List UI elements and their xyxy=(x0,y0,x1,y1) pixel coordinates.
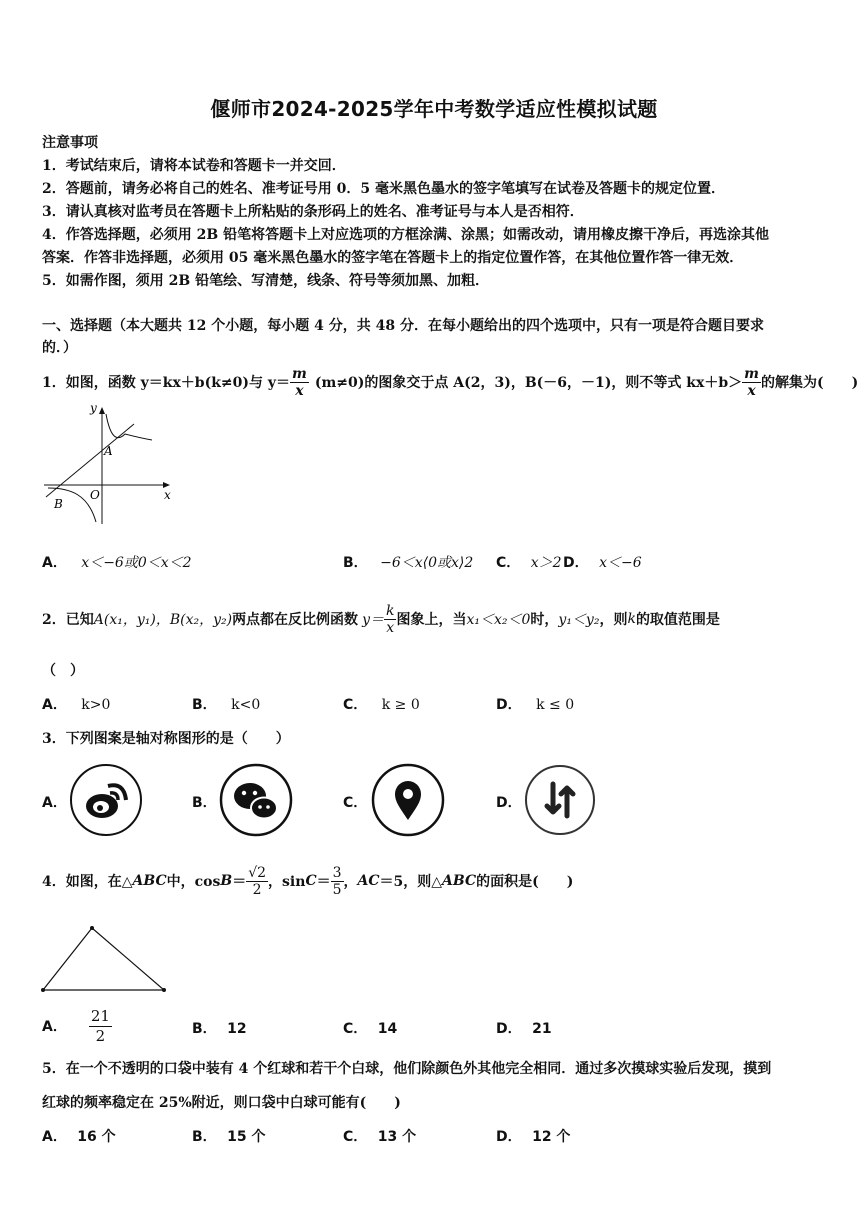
q4-angle-c: C xyxy=(305,873,317,889)
vertex-a xyxy=(90,926,94,930)
option-d-text: k ≤ 0 xyxy=(536,697,575,713)
graph-x-label: x xyxy=(164,488,171,502)
option-d-label: D． xyxy=(496,1021,522,1037)
notice-item-5: 5．如需作图，须用 2B 铅笔绘、写清楚，线条、符号等须加黑、加粗． xyxy=(42,273,490,289)
notice-item-3: 3．请认真核对监考员在答题卡上所粘贴的条形码上的姓名、准考证号与本人是否相符． xyxy=(42,204,584,220)
q4-text-2: 中，cos xyxy=(166,874,221,890)
q3-stem: 3．下列图案是轴对称图形的是（ ） xyxy=(42,731,290,747)
notice-item-1: 1．考试结束后，请将本试卷和答题卡一并交回． xyxy=(42,158,346,174)
q4-equals-2: ＝ xyxy=(316,874,331,890)
option-c-label: C． xyxy=(343,697,368,713)
q5-option-a[interactable] xyxy=(42,1126,116,1146)
q4-option-b[interactable] xyxy=(192,1018,247,1038)
notice-item-4: 4．作答选择题，必须用 2B 铅笔将答题卡上对应选项的方框涂满、涂黑；如需改动，请用橡皮擦干净后，再选涂其他 xyxy=(42,227,770,243)
section-heading-cont: 的．） xyxy=(42,340,77,356)
option-a-label: A． xyxy=(42,1019,67,1035)
q5-option-c[interactable] xyxy=(343,1126,416,1146)
q4-option-c[interactable] xyxy=(343,1018,397,1038)
q1-frac1-numerator: m xyxy=(292,365,307,382)
q2-text-1: 2．已知 xyxy=(42,612,94,628)
location-pin-icon[interactable] xyxy=(370,762,446,838)
option-a-text: x＜−6或0＜x＜2 xyxy=(81,555,192,571)
q4-option-d[interactable] xyxy=(496,1018,552,1038)
option-d-text: x＜−6 xyxy=(599,555,642,571)
option-a-label: A． xyxy=(42,697,67,713)
option-d-text: 12 个 xyxy=(532,1129,571,1145)
q3-option-c-label[interactable]: C． xyxy=(343,795,368,811)
q2-condition-1: x₁＜x₂＜0 xyxy=(466,612,531,628)
option-c-label: C． xyxy=(496,555,521,571)
q3-option-b-label[interactable]: B． xyxy=(192,795,217,811)
notice-item-4-cont: 答案．作答非选择题，必须用 05 毫米黑色墨水的签字笔在答题卡上的指定位置作答，在其他位置作答一律无效． xyxy=(42,250,744,266)
q1-fraction-1 xyxy=(290,366,309,399)
q4-text-5: ＝5，则△ xyxy=(379,874,443,890)
option-d-label: D． xyxy=(563,555,589,571)
option-b-text: 15 个 xyxy=(227,1129,266,1145)
option-b-text: k<0 xyxy=(231,697,261,713)
q4-triangle-name-2: ABC xyxy=(442,873,477,889)
q2-option-a[interactable] xyxy=(42,694,110,714)
hyperbola-branch-1 xyxy=(106,414,152,440)
q2-condition-2: y₁＜y₂ xyxy=(558,612,600,628)
q4-option-a[interactable] xyxy=(42,1006,112,1046)
option-c-text: 14 xyxy=(377,1021,398,1037)
q1-option-c[interactable] xyxy=(496,552,562,572)
q4-equals-1: ＝ xyxy=(232,874,247,890)
graph-point-b-label: B xyxy=(54,497,63,511)
q2-option-b[interactable] xyxy=(192,694,260,714)
q4-triangle-figure xyxy=(40,922,170,994)
q4-text-3: ，sin xyxy=(268,874,306,890)
y-axis-arrow xyxy=(99,407,105,414)
option-a-label: A． xyxy=(42,1129,67,1145)
q5-stem-line-1: 5．在一个不透明的口袋中装有 4 个红球和若干个白球，他们除颜色外其他完全相同．通过多次摸球实验后发现，摸到 xyxy=(42,1061,772,1077)
q2-variable-k: k xyxy=(627,611,636,627)
option-d-label: D． xyxy=(496,697,522,713)
q4-text-4: ， xyxy=(343,874,358,890)
q2-text-5: ，则 xyxy=(599,612,628,628)
q4-stem xyxy=(42,858,573,904)
q1-frac1-denominator: x xyxy=(295,382,304,399)
triangle-abc xyxy=(43,928,164,990)
q1-frac2-numerator: m xyxy=(744,365,759,382)
q2-answer-paren: （ ） xyxy=(42,663,84,679)
q1-function-graph xyxy=(40,402,176,530)
graph-y-label: y xyxy=(90,402,97,415)
option-b-text: 12 xyxy=(227,1021,247,1037)
q1-frac2-denominator: x xyxy=(747,382,756,399)
q2-stem xyxy=(42,598,720,640)
notice-item-2: 2．答题前，请务必将自己的姓名、准考证号用 0．5 毫米黑色墨水的签字笔填写在试卷及答题卡的规定位置． xyxy=(42,181,725,197)
up-down-arrows-icon[interactable] xyxy=(522,762,598,838)
q2-fraction xyxy=(384,603,396,636)
q2-text-3: 图象上，当 xyxy=(396,612,467,628)
q1-option-a[interactable] xyxy=(42,552,192,572)
q2-func-y: y＝ xyxy=(362,612,384,628)
q4-cos-fraction xyxy=(246,865,268,898)
option-d-text: 21 xyxy=(532,1021,552,1037)
q2-option-c[interactable] xyxy=(343,694,420,714)
q4-sin-denominator: 5 xyxy=(332,881,342,898)
q4-cos-denominator: 2 xyxy=(252,881,262,898)
q1-option-b[interactable] xyxy=(343,552,473,572)
graph-point-a-label: A xyxy=(104,444,113,458)
option-b-label: B． xyxy=(192,697,217,713)
wechat-icon[interactable] xyxy=(218,762,294,838)
q2-option-d[interactable] xyxy=(496,694,574,714)
option-b-text: −6＜x⟨0或x⟩2 xyxy=(380,555,474,571)
weibo-icon[interactable] xyxy=(68,762,144,838)
q5-stem-line-2: 红球的频率稳定在 25%附近，则口袋中白球可能有( ) xyxy=(42,1095,401,1111)
graph-origin-label: O xyxy=(90,488,100,502)
q5-option-b[interactable] xyxy=(192,1126,265,1146)
q2-frac-denominator: x xyxy=(386,619,395,636)
q3-option-d-label[interactable]: D． xyxy=(496,795,522,811)
notice-heading: 注意事项 xyxy=(42,135,98,151)
option-c-text: x＞2 xyxy=(530,555,562,571)
option-a-fraction xyxy=(89,1007,112,1046)
option-c-label: C． xyxy=(343,1129,368,1145)
option-c-text: k ≥ 0 xyxy=(381,697,420,713)
vertex-c xyxy=(162,988,166,992)
section-heading: 一、选择题（本大题共 12 个小题，每小题 4 分，共 48 分．在每小题给出的四个选项中，只有一项是符合题目要求 xyxy=(42,318,764,334)
option-d-label: D． xyxy=(496,1129,522,1145)
q2-text-4: 时， xyxy=(530,612,559,628)
option-a-denominator: 2 xyxy=(95,1026,106,1045)
q1-text-3: 的解集为( ) xyxy=(760,375,859,391)
vertex-b xyxy=(41,988,45,992)
q4-text-1: 4．如图，在△ xyxy=(42,874,133,890)
q4-triangle-name: ABC xyxy=(132,873,167,889)
q5-option-d[interactable] xyxy=(496,1126,570,1146)
q1-text-1: 1．如图，函数 y＝kx＋b(k≠0)与 y＝ xyxy=(42,375,291,391)
option-b-label: B． xyxy=(343,555,368,571)
q1-option-d[interactable] xyxy=(563,552,642,572)
q4-sin-numerator: 3 xyxy=(332,864,342,881)
q4-angle-b: B xyxy=(220,873,233,889)
page-title: 偃师市2024-2025学年中考数学适应性模拟试题 xyxy=(210,97,658,121)
option-a-text: 16 个 xyxy=(77,1129,116,1145)
q2-frac-numerator: k xyxy=(385,602,395,619)
option-c-label: C． xyxy=(343,1021,368,1037)
q4-sin-fraction xyxy=(331,865,344,898)
q1-fraction-2 xyxy=(742,366,761,399)
q4-cos-numerator: √2 xyxy=(248,864,267,881)
option-b-label: B． xyxy=(192,1129,217,1145)
q4-side-ac: AC xyxy=(357,873,380,889)
q2-text-2: 两点都在反比例函数 xyxy=(232,612,359,628)
q1-text-2: (m≠0)的图象交于点 A(2，3)，B(－6，－1)，则不等式 kx＋b＞ xyxy=(314,375,743,391)
option-a-label: A． xyxy=(42,555,67,571)
option-c-text: 13 个 xyxy=(377,1129,417,1145)
q1-stem xyxy=(42,360,858,404)
option-a-numerator: 21 xyxy=(90,1006,110,1025)
linear-function-line xyxy=(46,424,134,497)
option-b-label: B． xyxy=(192,1021,217,1037)
q2-points: A(x₁，y₁)，B(x₂，y₂) xyxy=(93,612,233,628)
option-a-text: k>0 xyxy=(81,697,111,713)
q3-option-a-label[interactable]: A． xyxy=(42,795,67,811)
q2-text-6: 的取值范围是 xyxy=(635,612,720,628)
q4-text-6: 的面积是( ) xyxy=(476,874,574,890)
